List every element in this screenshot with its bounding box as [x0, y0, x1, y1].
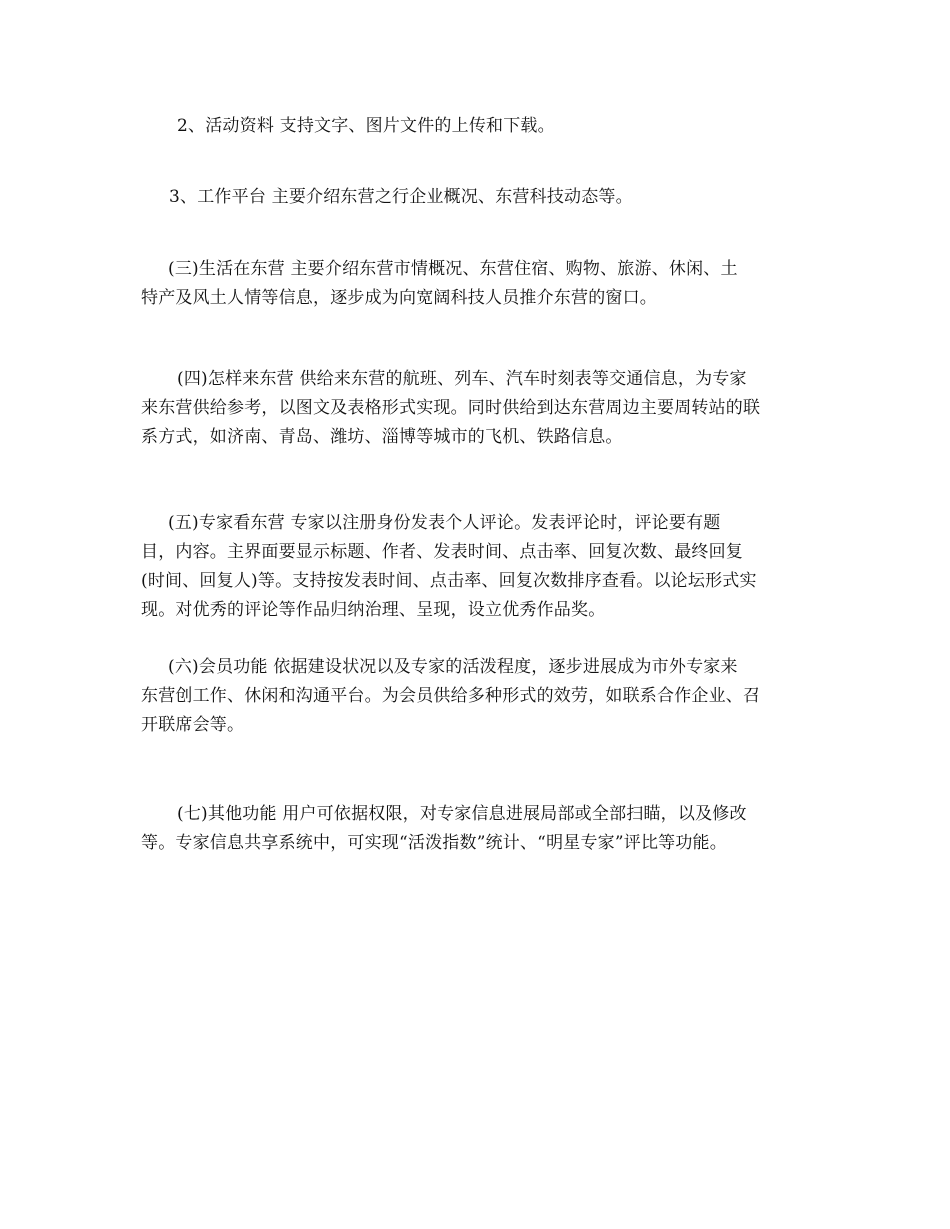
- paragraph-line: 特产及风土人情等信息，逐步成为向宽阔科技人员推介东营的窗口。: [141, 288, 657, 308]
- paragraph-line: 东营创工作、休闲和沟通平台。为会员供给多种形式的效劳，如联系合作企业、召: [141, 686, 761, 706]
- paragraph-living-in-dongying: [141, 255, 813, 313]
- paragraph-experts-view: [141, 509, 813, 625]
- paragraph-line: (五)专家看东营 专家以注册身份发表个人评论。发表评论时，评论要有题: [168, 513, 721, 533]
- paragraph-other-functions: [141, 800, 813, 858]
- paragraph-line: (三)生活在东营 主要介绍东营市情概况、东营住宿、购物、旅游、休闲、土: [168, 259, 738, 279]
- paragraph-line: (七)其他功能 用户可依据权限，对专家信息进展局部或全部扫瞄，以及修改: [177, 804, 747, 824]
- paragraph-line: 3、工作平台 主要介绍东营之行企业概况、东营科技动态等。: [169, 187, 633, 207]
- paragraph-line: 系方式，如济南、青岛、潍坊、淄博等城市的飞机、铁路信息。: [141, 427, 623, 447]
- paragraph-activity-materials: [141, 112, 813, 141]
- paragraph-line: 等。专家信息共享系统中，可实现“活泼指数”统计、“明星专家”评比等功能。: [141, 833, 727, 853]
- paragraph-line: 开联席会等。: [141, 715, 245, 735]
- paragraph-line: 来东营供给参考，以图文及表格形式实现。同时供给到达东营周边主要周转站的联: [141, 398, 761, 418]
- paragraph-how-to-come: [141, 365, 813, 452]
- paragraph-line: 现。对优秀的评论等作品归纳治理、呈现，设立优秀作品奖。: [141, 600, 606, 620]
- paragraph-line: (六)会员功能 依据建设状况以及专家的活泼程度，逐步进展成为市外专家来: [168, 657, 738, 677]
- paragraph-line: 2、活动资料 支持文字、图片文件的上传和下载。: [177, 116, 555, 136]
- paragraph-line: 目，内容。主界面要显示标题、作者、发表时间、点击率、回复次数、最终回复: [141, 542, 743, 562]
- paragraph-work-platform: [141, 183, 813, 212]
- paragraph-member-functions: [141, 653, 813, 740]
- paragraph-line: (时间、回复人)等。支持按发表时间、点击率、回复次数排序查看。以论坛形式实: [141, 571, 757, 591]
- paragraph-line: (四)怎样来东营 供给来东营的航班、列车、汽车时刻表等交通信息，为专家: [177, 369, 747, 389]
